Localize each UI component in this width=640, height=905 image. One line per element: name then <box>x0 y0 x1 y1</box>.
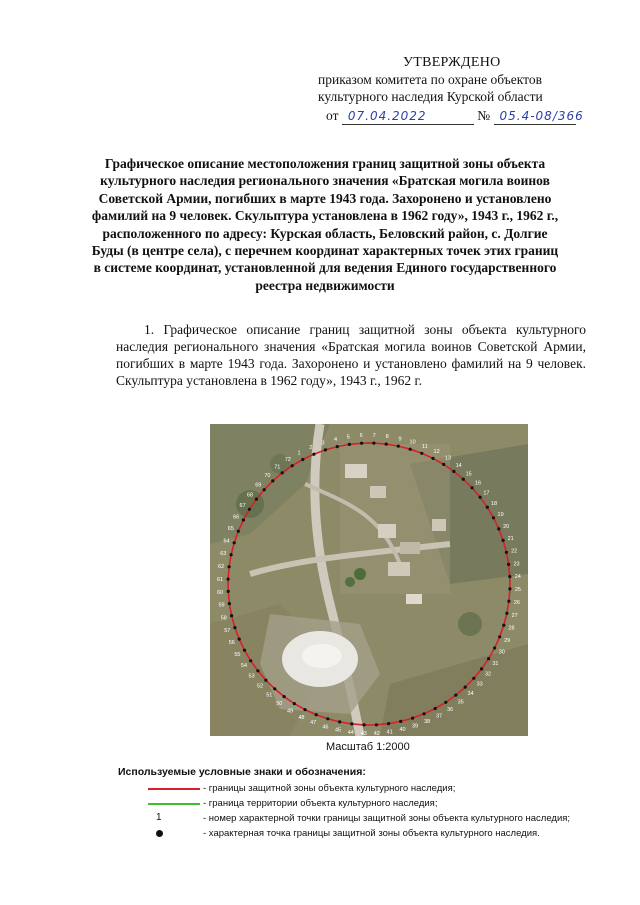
boundary-point-label: 32 <box>484 671 492 678</box>
boundary-point-label: 56 <box>228 640 235 647</box>
boundary-point <box>324 448 327 451</box>
legend-text: - номер характерной точки границы защитной зоны объекта культурного наследия; <box>203 813 571 824</box>
boundary-point-label: 63 <box>220 551 227 557</box>
boundary-point-label: 28 <box>508 625 515 632</box>
boundary-point-label: 36 <box>447 707 454 713</box>
boundary-point <box>505 612 508 615</box>
boundary-point <box>233 541 236 544</box>
boundary-point <box>237 530 240 533</box>
boundary-point-label: 5 <box>346 434 350 441</box>
boundary-point <box>507 600 510 603</box>
boundary-point-label: 8 <box>385 434 389 441</box>
boundary-point-label: 44 <box>347 729 354 736</box>
boundary-point-label: 55 <box>234 652 241 658</box>
boundary-point-label: 49 <box>286 708 294 715</box>
boundary-point <box>508 587 511 590</box>
boundary-point-label: 34 <box>467 691 474 697</box>
boundary-point-label: 41 <box>386 729 393 736</box>
boundary-point-label: 35 <box>457 699 464 706</box>
boundary-point <box>420 452 423 455</box>
boundary-point <box>281 471 284 474</box>
boundary-point-label: 16 <box>474 480 482 487</box>
boundary-point-label: 57 <box>224 628 231 634</box>
boundary-point <box>243 649 246 652</box>
boundary-point-label: 18 <box>490 500 498 507</box>
boundary-point <box>293 702 296 705</box>
boundary-point <box>228 565 231 568</box>
legend <box>118 766 588 842</box>
boundary-point-label: 51 <box>266 692 273 699</box>
boundary-point <box>480 667 483 670</box>
boundary-point <box>502 539 505 542</box>
boundary-point-label: 67 <box>239 503 246 509</box>
boundary-point-label: 14 <box>455 463 462 469</box>
boundary-point <box>273 687 276 690</box>
boundary-point <box>375 723 378 726</box>
legend-item-point <box>118 827 588 842</box>
boundary-point <box>454 694 457 697</box>
number-label: № <box>477 108 491 123</box>
boundary-point <box>326 717 329 720</box>
boundary-point-label: 66 <box>233 514 240 521</box>
boundary-point <box>283 695 286 698</box>
boundary-point <box>411 717 414 720</box>
boundary-point-label: 1 <box>297 450 301 457</box>
boundary-point-label: 71 <box>274 464 281 471</box>
boundary-point <box>264 679 267 682</box>
legend-text: - граница территории объекта культурного наследия; <box>203 798 438 809</box>
handwritten-number: 05.4-08/366 <box>499 109 584 123</box>
point-number-symbol: 1 <box>156 812 162 823</box>
boundary-point-label: 37 <box>435 713 443 720</box>
boundary-point-label: 3 <box>321 440 325 447</box>
boundary-point-label: 11 <box>421 443 428 450</box>
legend-text: - характерная точка границы защитной зоны объекта культурного наследия. <box>203 828 540 839</box>
boundary-point <box>348 443 351 446</box>
boundary-point <box>487 657 490 660</box>
boundary-point-label: 27 <box>511 613 518 619</box>
boundary-point-label: 70 <box>264 473 271 479</box>
date-field <box>342 108 474 125</box>
boundary-point-label: 68 <box>246 492 254 499</box>
boundary-point <box>233 626 236 629</box>
boundary-point <box>387 722 390 725</box>
boundary-point-label: 6 <box>359 433 363 440</box>
aerial-photo-map <box>210 424 528 736</box>
boundary-point-label: 45 <box>334 727 342 734</box>
boundary-point-label: 19 <box>497 512 504 518</box>
boundary-point <box>498 635 501 638</box>
boundary-point <box>303 708 306 711</box>
boundary-point <box>486 506 489 509</box>
boundary-point-label: 72 <box>284 457 291 463</box>
boundary-point-label: 17 <box>483 490 490 497</box>
boundary-point <box>479 496 482 499</box>
boundary-point <box>301 458 304 461</box>
boundary-point-label: 43 <box>360 730 367 736</box>
boundary-point <box>452 470 455 473</box>
boundary-point <box>350 722 353 725</box>
boundary-point <box>271 479 274 482</box>
boundary-point-label: 23 <box>513 561 520 568</box>
boundary-point-label: 24 <box>514 574 521 581</box>
boundary-point <box>493 646 496 649</box>
boundary-point-label: 40 <box>399 727 406 734</box>
boundary-point-label: 52 <box>256 683 264 690</box>
boundary-point-label: 21 <box>507 536 514 542</box>
boundary-point <box>230 553 233 556</box>
approval-block <box>318 54 618 105</box>
approval-line-1: приказом комитета по охране объектов <box>318 72 542 87</box>
boundary-point-label: 38 <box>424 719 431 726</box>
boundary-point-label: 65 <box>227 526 234 533</box>
boundary-point <box>385 443 388 446</box>
boundary-point <box>248 508 251 511</box>
boundary-point-label: 46 <box>322 724 329 731</box>
boundary-point-label: 12 <box>433 449 440 456</box>
legend-title: Используемые условные знаки и обозначения: <box>118 766 366 778</box>
boundary-point <box>409 448 412 451</box>
boundary-point-label: 54 <box>240 663 248 670</box>
boundary-point-label: 20 <box>503 523 510 530</box>
green-line-symbol <box>148 803 200 805</box>
boundary-point <box>471 486 474 489</box>
boundary-point-label: 64 <box>223 538 230 545</box>
approval-date-number <box>326 108 584 125</box>
boundary-point <box>315 713 318 716</box>
boundary-point <box>399 720 402 723</box>
legend-item-boundary <box>118 782 588 797</box>
boundary-point-label: 29 <box>504 637 511 644</box>
boundary-point <box>497 527 500 530</box>
document-heading: Графическое описание местоположения границ защитной зоны объекта культурного наследия регионального значения «Братская могила воинов Советской Армии, погибших в марте 1943 года. Захоронено и установлено фамилий на 9 человек. Скульптура установлена в 1962 году», 1943 г., 1962 г., расположенного по адресу: Курская область, Беловский район, с. Долгие Буды (в центре села), с перечнем координат характерных точек этих границ в системе координат, установленной для ведения Единого государственного реестра недвижимости <box>91 156 559 293</box>
boundary-point <box>397 445 400 448</box>
boundary-point-label: 25 <box>514 587 521 594</box>
boundary-point-label: 60 <box>217 589 224 596</box>
boundary-point <box>423 712 426 715</box>
paragraph-1: 1. Графическое описание границ защитной зоны объекта культурного наследия регионального значения «Братская могила воинов Советской Армии, погибших в марте 1943 года. Захоронено и установлено фамилий на 9 человек. Скульптура установлена в 1962 году», 1943 г., 1962 г. <box>116 322 586 388</box>
boundary-point-label: 62 <box>218 563 225 570</box>
boundary-point <box>263 488 266 491</box>
boundary-point <box>312 453 315 456</box>
approval-title: УТВЕРЖДЕНО <box>403 55 501 70</box>
boundary-point-label: 47 <box>310 720 317 727</box>
boundary-map <box>210 424 528 736</box>
boundary-point-label: 31 <box>492 661 499 667</box>
red-line-symbol <box>148 788 200 790</box>
boundary-point <box>372 442 375 445</box>
handwritten-date: 07.04.2022 <box>347 109 427 123</box>
boundary-point-label: 58 <box>220 615 227 622</box>
boundary-point-label: 61 <box>217 576 224 583</box>
boundary-point-label: 9 <box>398 436 402 443</box>
boundary-point <box>472 677 475 680</box>
boundary-point-label: 53 <box>248 673 255 680</box>
boundary-point-label: 10 <box>409 439 416 446</box>
boundary-point <box>360 442 363 445</box>
legend-text: - границы защитной зоны объекта культурного наследия; <box>203 783 456 794</box>
boundary-point-label: 30 <box>498 649 505 656</box>
point-dot-symbol <box>156 830 163 837</box>
boundary-point-label: 59 <box>218 602 225 609</box>
boundary-point-label: 26 <box>513 600 520 607</box>
boundary-point <box>242 518 245 521</box>
map-scale: Масштаб 1:2000 <box>326 741 410 753</box>
boundary-point <box>230 614 233 617</box>
boundary-point <box>462 478 465 481</box>
legend-item-point-number <box>118 812 588 827</box>
boundary-point <box>505 551 508 554</box>
boundary-point-label: 13 <box>444 455 452 462</box>
boundary-point-label: 7 <box>372 433 376 440</box>
boundary-point <box>336 445 339 448</box>
boundary-point <box>442 463 445 466</box>
boundary-point <box>249 659 252 662</box>
boundary-point-label: 48 <box>298 714 305 721</box>
boundary-point-label: 69 <box>255 482 262 489</box>
number-field <box>494 108 584 125</box>
boundary-point <box>464 686 467 689</box>
boundary-point <box>363 723 366 726</box>
boundary-point <box>444 701 447 704</box>
boundary-point <box>228 602 231 605</box>
boundary-point <box>291 464 294 467</box>
boundary-point <box>256 669 259 672</box>
approval-line-2: культурного наследия Курской области <box>318 89 543 104</box>
boundary-point-label: 39 <box>411 723 419 730</box>
boundary-point <box>255 498 258 501</box>
boundary-point <box>238 638 241 641</box>
boundary-point <box>492 516 495 519</box>
boundary-point <box>502 624 505 627</box>
boundary-point-label: 22 <box>511 548 518 555</box>
boundary-point <box>434 707 437 710</box>
boundary-point-label: 42 <box>373 730 380 736</box>
boundary-point-label: 4 <box>333 436 338 443</box>
from-label: от <box>326 108 339 123</box>
boundary-point <box>227 578 230 581</box>
boundary-point-label: 2 <box>309 444 313 451</box>
boundary-point-label: 50 <box>276 701 283 707</box>
boundary-point <box>431 457 434 460</box>
boundary-point <box>508 575 511 578</box>
boundary-point <box>227 590 230 593</box>
boundary-point-label: 15 <box>465 471 472 478</box>
boundary-point-label: 33 <box>476 681 483 688</box>
legend-item-territory <box>118 797 588 812</box>
boundary-point <box>507 563 510 566</box>
boundary-point <box>338 720 341 723</box>
